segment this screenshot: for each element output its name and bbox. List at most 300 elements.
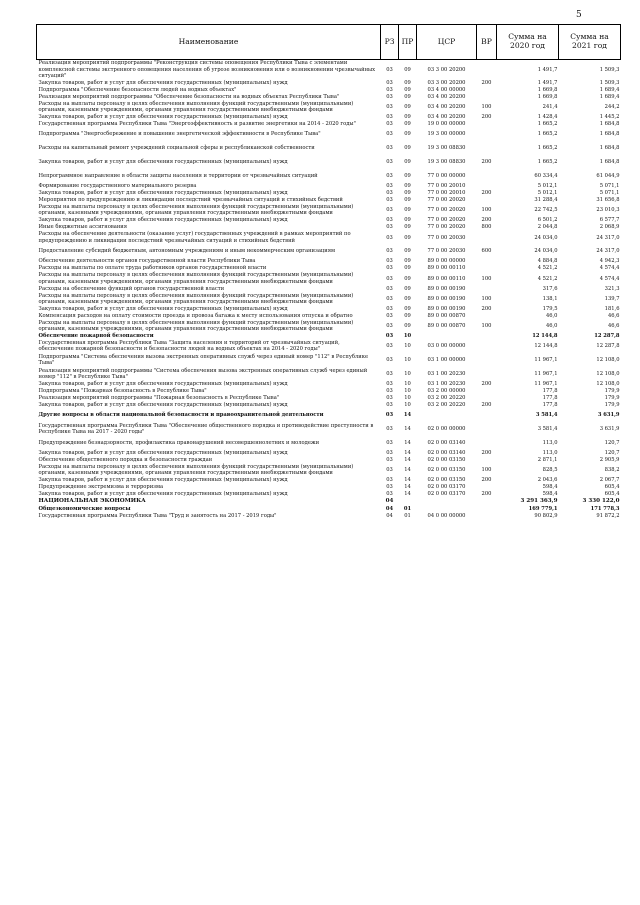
cell-vr: [477, 141, 497, 155]
cell-vr: [477, 353, 497, 367]
cell-sum-2021: 605,4: [604, 484, 620, 491]
cell-vr: 200: [481, 491, 492, 498]
cell-sum-2021: 6 577,7: [599, 217, 620, 224]
cell-sum-2021: 179,9: [604, 394, 620, 401]
cell-name: Подпрограмма "Система обеспечения вызова экстренных оперативных служб через единый номер "112" в Республике Тыва": [38, 354, 369, 367]
cell-sum-2021: 91 872,2: [596, 512, 620, 519]
cell-pr: 09: [404, 145, 411, 152]
cell-sum-2021: 12 287,8: [596, 343, 620, 350]
cell-rz: 03: [386, 183, 393, 190]
cell-vr: [477, 512, 497, 519]
cell-csr: 77 0 00 20030: [427, 248, 466, 254]
cell-rz: 03: [386, 113, 393, 120]
cell-rz: 03: [386, 370, 393, 377]
table-row: [37, 79, 621, 86]
table-row: [37, 394, 621, 401]
cell-rz: 03: [386, 285, 393, 292]
cell-sum-2020: 3 581,4: [537, 426, 558, 432]
cell-pr: 10: [404, 357, 411, 364]
cell-sum-2020: 179,5: [542, 305, 558, 312]
table-row: [37, 265, 621, 272]
cell-pr: 09: [404, 258, 411, 265]
cell-pr: 09: [404, 275, 411, 282]
cell-sum-2021: 179,9: [604, 387, 620, 394]
cell-vr: 100: [481, 103, 492, 110]
cell-name: Другие вопросы в области национальной безопасности и правоохранительной деятельности: [38, 412, 324, 419]
table-row: [37, 332, 621, 339]
cell-vr: 100: [481, 467, 492, 474]
cell-sum-2020: 317,6: [542, 285, 558, 292]
cell-pr: 14: [403, 412, 412, 419]
cell-csr: [417, 408, 477, 422]
cell-sum-2021: 181,6: [604, 305, 620, 312]
cell-sum-2021: 171 778,3: [590, 505, 620, 512]
cell-rz: 03: [386, 93, 393, 100]
cell-rz: 03: [386, 467, 393, 474]
cell-sum-2020: 3 291 363,9: [520, 498, 558, 505]
cell-name: Закупка товаров, работ и услуг для обеспечения государственных (муниципальных) нужд: [38, 491, 288, 498]
cell-vr: 200: [481, 190, 492, 197]
cell-name: Расходы на выплаты персоналу в целях обеспечения выполнения функций государственными (муниципальными) органами, казенными учреждениями, органами управления государственными внебюджетными фондами: [38, 100, 354, 113]
cell-rz: 03: [386, 66, 393, 73]
cell-pr: 09: [404, 120, 411, 127]
cell-name: Обеспечение деятельности органов государственной власти Республики Тыва: [38, 258, 256, 265]
table-row: [37, 422, 621, 436]
table-row: [37, 272, 621, 285]
table-header-row: [37, 25, 621, 60]
cell-name: Закупка товаров, работ и услуг для обеспечения государственных (муниципальных) нужд: [38, 450, 288, 457]
cell-vr: [477, 86, 497, 93]
cell-rz: 03: [386, 120, 393, 127]
cell-sum-2021: 120,7: [604, 450, 620, 457]
cell-name: Расходы на обеспечение деятельности (оказание услуг) государственных учреждений в рамках мероприятий по предупреждению и ликвидации последствий чрезвычайных ситуаций и стихийных бедствий: [38, 231, 351, 244]
cell-pr: 09: [404, 305, 411, 312]
cell-pr: 09: [404, 295, 411, 302]
cell-sum-2020: 46,0: [545, 322, 558, 329]
cell-rz: 03: [386, 295, 393, 302]
cell-name: Мероприятия по предупреждению и ликвидации последствий чрезвычайных ситуаций и стихийных бедствий: [38, 197, 343, 204]
table-row: [37, 477, 621, 484]
cell-rz: 03: [386, 491, 393, 498]
cell-sum-2020: 113,0: [542, 450, 558, 457]
table-row: [37, 120, 621, 127]
cell-sum-2021: 120,7: [604, 439, 620, 446]
table-row: [37, 60, 621, 80]
cell-name: Непрограммное направление в области защиты населения и территории от чрезвычайных ситуаций: [38, 172, 318, 179]
cell-vr: [477, 120, 497, 127]
cell-csr: 02 0 00 03150: [427, 477, 466, 484]
cell-pr: 09: [404, 224, 411, 231]
cell-csr: 77 0 00 20020: [427, 197, 466, 204]
cell-sum-2020: 177,8: [542, 401, 558, 408]
table-row: [37, 169, 621, 183]
cell-pr: 09: [404, 265, 411, 272]
cell-sum-2021: 1 684,8: [599, 159, 620, 165]
cell-csr: 02 0 00 03150: [427, 457, 466, 464]
cell-csr: 03 2 00 20220: [427, 401, 466, 408]
table-row: [37, 86, 621, 93]
cell-sum-2020: 24 034,0: [534, 248, 558, 254]
cell-sum-2021: 139,7: [604, 295, 620, 302]
cell-name: Компенсация расходов на оплату стоимости проезда и провоза багажа к месту использования отпуска и обратно: [38, 312, 353, 319]
cell-pr: 10: [404, 401, 411, 408]
cell-rz: 03: [386, 484, 393, 491]
table-row: [37, 217, 621, 224]
cell-vr: 100: [481, 275, 492, 282]
table-row: [37, 224, 621, 231]
cell-name: Закупка товаров, работ и услуг для обеспечения государственных (муниципальных) нужд: [38, 79, 288, 86]
cell-name: Расходы на выплаты персоналу в целях обеспечения выполнения функций государственными (муниципальными) органами, казенными учреждениями, органами управления государственными внебюджетными фондами: [38, 204, 354, 217]
cell-rz: 03: [386, 248, 393, 254]
cell-name: Реализация мероприятий подпрограммы "Система обеспечения вызова экстренных оперативных служб через единый номер "112" в Республике Тыва": [38, 367, 368, 380]
cell-pr: [399, 498, 417, 505]
cell-csr: 02 0 00 03170: [427, 484, 466, 491]
table-row: [37, 100, 621, 113]
cell-rz: 03: [386, 312, 393, 319]
cell-rz: 03: [386, 322, 393, 329]
cell-csr: 03 4 00 20200: [427, 93, 466, 100]
cell-sum-2020: 3 581,4: [535, 412, 558, 419]
cell-name: Подпрограмма "Энергосбережение и повышение энергетической эффективности в Республике Тыва": [38, 131, 321, 138]
cell-pr: 14: [404, 491, 411, 498]
cell-sum-2021: 321,3: [604, 285, 620, 292]
cell-rz: 03: [386, 234, 393, 241]
cell-name: Расходы на выплаты персоналу в целях обеспечения выполнения функций государственными (муниципальными) органами, казенными учреждениями, органами управления государственными внебюджетными фондами: [38, 272, 354, 285]
cell-sum-2020: 1 665,2: [537, 159, 558, 165]
budget-table-container: [36, 24, 620, 519]
cell-sum-2020: 169 779,1: [528, 505, 558, 512]
cell-pr: 14: [404, 450, 411, 457]
cell-csr: 77 0 00 20010: [427, 190, 466, 197]
cell-name: Расходы на капитальный ремонт учреждений социальной сферы и республиканской собственности: [38, 145, 315, 152]
cell-sum-2020: 12 144,8: [532, 332, 558, 339]
table-row: [37, 319, 621, 332]
cell-vr: 200: [481, 477, 492, 484]
cell-rz: 03: [385, 412, 394, 419]
cell-vr: [477, 258, 497, 265]
cell-pr: 09: [404, 159, 411, 165]
cell-pr: 10: [404, 343, 411, 350]
cell-vr: [477, 183, 497, 190]
cell-csr: 19 0 00 00000: [427, 120, 466, 127]
cell-rz: 03: [386, 477, 393, 484]
cell-vr: 200: [481, 217, 492, 224]
cell-pr: 10: [404, 387, 411, 394]
table-row: [37, 231, 621, 244]
header-pr: ПР: [399, 25, 417, 60]
cell-csr: 03 0 00 00000: [427, 343, 466, 350]
cell-sum-2021: 24 317,0: [596, 248, 620, 254]
table-row: [37, 285, 621, 292]
cell-sum-2020: 1 665,2: [537, 145, 558, 152]
cell-name: Закупка товаров, работ и услуг для обеспечения государственных (муниципальных) нужд: [38, 477, 288, 484]
cell-pr: 09: [404, 322, 411, 329]
table-row: [37, 183, 621, 190]
cell-csr: 04 0 00 00000: [427, 512, 466, 519]
cell-csr: 02 0 00 03170: [427, 491, 466, 498]
cell-sum-2021: 5 071,1: [599, 183, 620, 190]
cell-csr: 02 0 00 03140: [427, 450, 466, 457]
cell-name: Закупка товаров, работ и услуг для обеспечения государственных (муниципальных) нужд: [38, 217, 288, 224]
cell-name: Расходы на выплаты персоналу в целях обеспечения выполнения функций государственными (муниципальными) органами, казенными учреждениями, органами управления государственными внебюджетными фондами: [38, 319, 354, 332]
cell-rz: 04: [386, 512, 393, 519]
cell-vr: [477, 436, 497, 450]
cell-pr: 09: [404, 312, 411, 319]
cell-name: Расходы на выплаты персоналу в целях обеспечения выполнения функций государственными (муниципальными) органами, казенными учреждениями, органами управления государственными внебюджетными фондами: [38, 292, 354, 305]
cell-name: Общеэкономические вопросы: [38, 505, 131, 512]
cell-vr: [477, 339, 497, 353]
cell-pr: 09: [404, 93, 411, 100]
cell-sum-2020: 4 521,2: [537, 275, 558, 282]
cell-sum-2020: 90 802,9: [534, 512, 558, 519]
cell-vr: [477, 408, 497, 422]
table-row: [37, 204, 621, 217]
cell-sum-2021: 838,2: [604, 467, 620, 474]
cell-sum-2021: 1 689,4: [599, 93, 620, 100]
cell-csr: 77 0 00 20020: [427, 207, 466, 214]
cell-sum-2020: 11 967,1: [534, 380, 558, 387]
cell-rz: 03: [385, 332, 394, 339]
cell-sum-2020: 828,5: [542, 467, 558, 474]
cell-csr: 89 0 00 00110: [427, 275, 466, 282]
cell-sum-2020: 1 669,8: [537, 86, 558, 93]
cell-sum-2021: 61 044,9: [596, 172, 620, 179]
cell-csr: 77 0 00 20020: [427, 224, 466, 231]
cell-pr: 09: [404, 113, 411, 120]
cell-rz: 03: [386, 86, 393, 93]
cell-pr: 09: [404, 190, 411, 197]
cell-sum-2020: 138,1: [542, 295, 558, 302]
table-row: [37, 339, 621, 353]
cell-csr: 03 4 00 00000: [427, 86, 466, 93]
cell-rz: 03: [386, 159, 393, 165]
cell-rz: 04: [385, 505, 394, 512]
cell-pr: 09: [404, 103, 411, 110]
cell-csr: 02 0 00 00000: [427, 426, 466, 432]
table-row: [37, 387, 621, 394]
cell-rz: 03: [386, 131, 393, 138]
cell-pr: 09: [404, 285, 411, 292]
cell-vr: [477, 367, 497, 380]
table-body: [37, 60, 621, 520]
cell-csr: 03 2 00 00000: [427, 387, 466, 394]
cell-rz: 03: [386, 103, 393, 110]
cell-sum-2020: 1 491,7: [537, 79, 558, 86]
cell-sum-2020: 1 491,7: [537, 66, 558, 73]
cell-vr: 100: [481, 295, 492, 302]
cell-name: Расходы на выплаты по оплате труда работников органов государственной власти: [38, 265, 267, 272]
table-row: [37, 190, 621, 197]
cell-rz: 03: [386, 343, 393, 350]
cell-pr: 14: [404, 457, 411, 464]
cell-sum-2020: 11 967,1: [534, 370, 558, 377]
cell-rz: 03: [386, 190, 393, 197]
cell-rz: 03: [386, 457, 393, 464]
cell-csr: [417, 498, 477, 505]
cell-pr: 01: [403, 505, 412, 512]
table-row: [37, 127, 621, 141]
cell-pr: 09: [404, 79, 411, 86]
cell-sum-2021: 3 631,9: [597, 412, 620, 419]
cell-vr: [477, 285, 497, 292]
cell-name: Закупка товаров, работ и услуг для обеспечения государственных (муниципальных) нужд: [38, 401, 288, 408]
cell-sum-2021: 244,2: [604, 103, 620, 110]
cell-csr: 77 0 00 00000: [427, 172, 466, 179]
cell-sum-2020: 2 871,1: [537, 457, 558, 464]
table-row: [37, 401, 621, 408]
cell-vr: [477, 484, 497, 491]
cell-name: Формирование государственного материального резерва: [38, 183, 197, 190]
cell-sum-2020: 60 334,4: [534, 172, 558, 179]
cell-vr: 200: [481, 79, 492, 86]
cell-vr: 600: [481, 248, 492, 254]
table-row: [37, 353, 621, 367]
cell-sum-2021: 12 108,0: [596, 380, 620, 387]
cell-rz: 03: [386, 275, 393, 282]
cell-sum-2020: 177,8: [542, 394, 558, 401]
cell-sum-2020: 2 044,8: [537, 224, 558, 231]
cell-vr: [477, 394, 497, 401]
table-row: [37, 498, 621, 505]
cell-name: Государственная программа Республики Тыва "Обеспечение общественного порядка и противодействие преступности в Республике Тыва на 2017 - 2020 годы": [38, 422, 374, 436]
cell-rz: 03: [386, 450, 393, 457]
cell-vr: [477, 505, 497, 512]
cell-sum-2021: 4 574,4: [599, 275, 620, 282]
cell-pr: 09: [404, 131, 411, 138]
cell-sum-2021: 1 684,8: [599, 145, 620, 152]
cell-vr: [477, 60, 497, 80]
cell-sum-2021: 2 068,9: [599, 224, 620, 231]
cell-sum-2020: 4 884,8: [537, 258, 558, 265]
cell-rz: 03: [386, 439, 393, 446]
cell-vr: [477, 231, 497, 244]
table-row: [37, 312, 621, 319]
cell-name: Закупка товаров, работ и услуг для обеспечения государственных (муниципальных) нужд: [38, 305, 288, 312]
cell-pr: 01: [404, 512, 411, 519]
cell-sum-2021: 46,6: [607, 312, 620, 319]
cell-pr: 09: [404, 234, 411, 241]
cell-sum-2020: 1 665,2: [537, 131, 558, 138]
cell-pr: 10: [404, 370, 411, 377]
cell-sum-2021: 1 509,3: [599, 66, 620, 73]
cell-vr: 800: [481, 224, 492, 231]
cell-sum-2020: 31 288,4: [534, 197, 558, 204]
cell-vr: [477, 312, 497, 319]
cell-csr: [417, 505, 477, 512]
cell-vr: [477, 422, 497, 436]
cell-sum-2020: 5 012,1: [537, 183, 558, 190]
cell-sum-2021: 1 445,2: [599, 113, 620, 120]
cell-rz: 03: [386, 265, 393, 272]
cell-sum-2021: 12 108,0: [596, 357, 620, 364]
cell-rz: 04: [385, 498, 394, 505]
cell-csr: 03 2 00 20220: [427, 394, 466, 401]
cell-csr: 77 0 00 20030: [427, 234, 466, 241]
cell-pr: 09: [404, 172, 411, 179]
cell-sum-2021: 1 684,8: [599, 120, 620, 127]
cell-pr: 10: [403, 332, 412, 339]
cell-rz: 03: [386, 380, 393, 387]
cell-sum-2020: 12 144,8: [534, 343, 558, 350]
cell-sum-2020: 11 967,1: [534, 357, 558, 364]
cell-csr: 03 1 00 00000: [427, 357, 466, 364]
table-row: [37, 141, 621, 155]
cell-sum-2021: 1 689,4: [599, 86, 620, 93]
cell-name: Закупка товаров, работ и услуг для обеспечения государственных (муниципальных) нужд: [38, 190, 288, 197]
cell-csr: 89 0 00 00190: [427, 285, 466, 292]
cell-sum-2020: 113,0: [542, 439, 558, 446]
cell-sum-2021: 5 071,1: [599, 190, 620, 197]
cell-name: Предупреждение экстремизма и терроризма: [38, 484, 164, 491]
cell-pr: 14: [404, 477, 411, 484]
cell-pr: 09: [404, 197, 411, 204]
cell-csr: 03 4 00 20200: [427, 113, 466, 120]
table-row: [37, 512, 621, 519]
cell-sum-2021: 31 656,8: [596, 197, 620, 204]
cell-sum-2021: 3 330 122,0: [582, 498, 620, 505]
table-row: [37, 155, 621, 169]
table-row: [37, 305, 621, 312]
header-rz: РЗ: [381, 25, 399, 60]
cell-rz: 03: [386, 207, 393, 214]
cell-csr: [417, 332, 477, 339]
cell-rz: 03: [386, 217, 393, 224]
cell-sum-2021: 4 574,4: [599, 265, 620, 272]
cell-vr: [477, 332, 497, 339]
table-row: [37, 113, 621, 120]
cell-csr: 77 0 00 20010: [427, 183, 466, 190]
cell-pr: 14: [404, 439, 411, 446]
cell-sum-2020: 22 742,5: [534, 207, 558, 214]
cell-sum-2020: 24 034,0: [534, 234, 558, 241]
cell-name: Реализация мероприятий подпрограммы "Пожарная безопасность в Республике Тыва": [38, 394, 280, 401]
cell-sum-2020: 598,4: [542, 484, 558, 491]
cell-name: Предоставление субсидий бюджетным, автономным учреждениям и иным некоммерческим организациям: [38, 248, 336, 254]
cell-rz: 03: [386, 387, 393, 394]
cell-name: Закупка товаров, работ и услуг для обеспечения государственных (муниципальных) нужд: [38, 159, 288, 165]
cell-csr: 89 0 00 00870: [427, 322, 466, 329]
cell-pr: 14: [404, 467, 411, 474]
cell-name: Реализация мероприятий подпрограммы "Обеспечение безопасности на водных объектах Республики Тыва": [38, 93, 340, 100]
cell-csr: 19 3 00 08830: [427, 159, 466, 165]
table-row: [37, 197, 621, 204]
cell-sum-2021: 1 684,8: [599, 131, 620, 138]
table-row: [37, 436, 621, 450]
cell-rz: 03: [386, 79, 393, 86]
cell-name: Обеспечение пожарной безопасности: [38, 332, 154, 339]
cell-pr: 09: [404, 217, 411, 224]
cell-csr: 19 3 00 00000: [427, 131, 466, 138]
cell-sum-2020: 46,0: [545, 312, 558, 319]
cell-sum-2020: 4 521,2: [537, 265, 558, 272]
cell-pr: 09: [404, 207, 411, 214]
cell-pr: 09: [404, 183, 411, 190]
cell-sum-2021: 23 010,3: [596, 207, 620, 214]
table-row: [37, 244, 621, 258]
budget-table: [36, 24, 621, 519]
cell-vr: [477, 265, 497, 272]
header-csr: ЦСР: [417, 25, 477, 60]
header-vr: ВР: [477, 25, 497, 60]
cell-name: Предупреждение безнадзорности, профилактика правонарушений несовершеннолетних и молодежи: [38, 439, 320, 446]
cell-pr: 09: [404, 86, 411, 93]
cell-vr: 100: [481, 322, 492, 329]
table-row: [37, 380, 621, 387]
cell-sum-2020: 598,4: [542, 491, 558, 498]
cell-name: Закупка товаров, работ и услуг для обеспечения государственных (муниципальных) нужд: [38, 113, 288, 120]
cell-name: Государственная программа Республики Тыва "Труд и занятость на 2017 - 2019 годы": [38, 512, 277, 519]
cell-name: Иные бюджетные ассигнования: [38, 224, 128, 231]
